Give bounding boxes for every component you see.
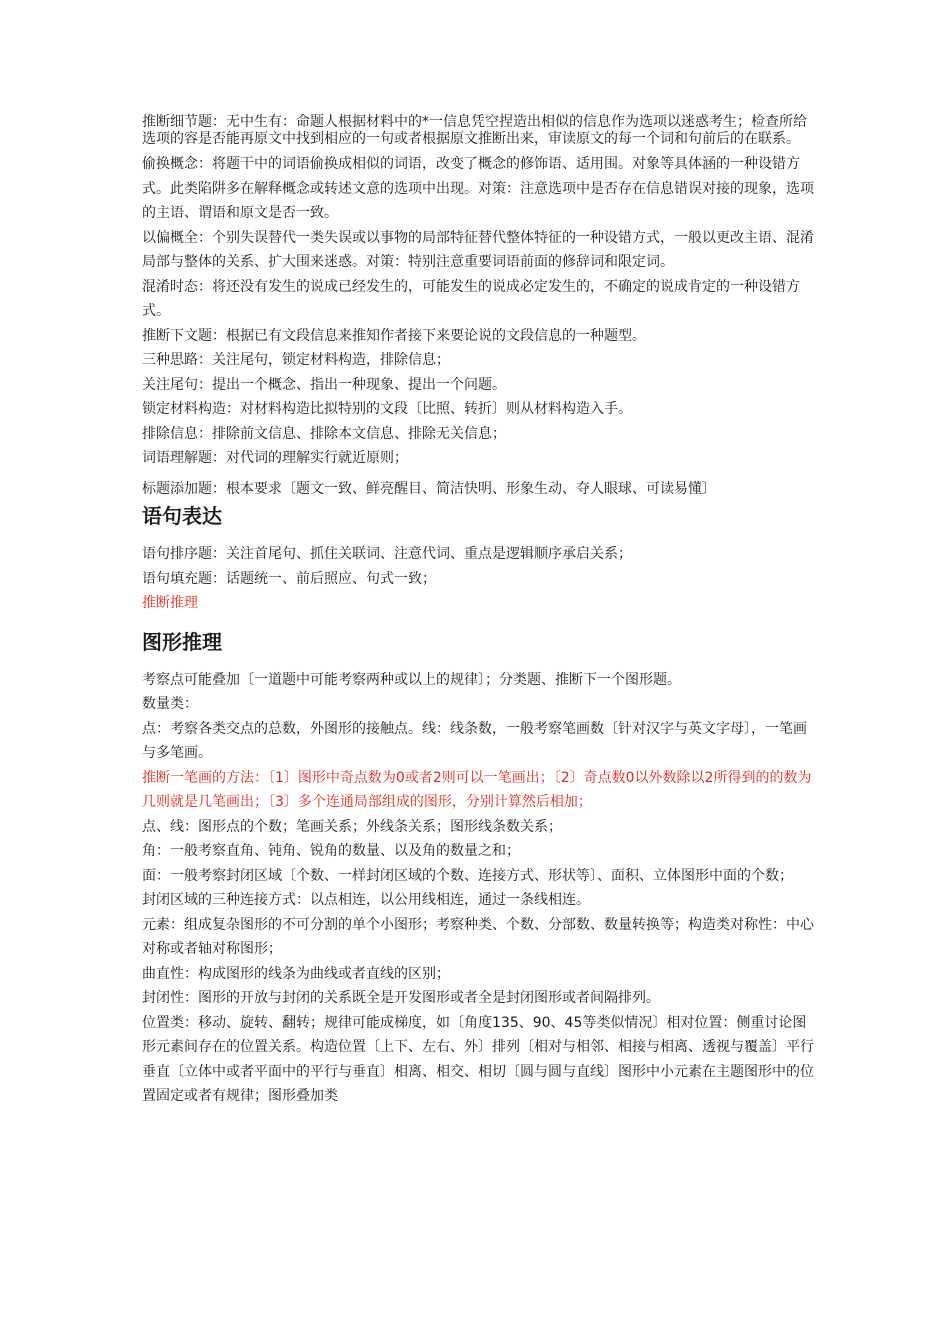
paragraph-concept-swap: 偷换概念：将题干中的词语偷换成相似的词语，改变了概念的修饰语、适用围。对象等具体涵的一种设错方式。此类陷阱多在解释概念或转述文意的选项中出现。对策：注意选项中是否存在信息错误对接的现象，选项的主语、谓语和原文是否一致。 [142, 156, 814, 221]
paragraph-next-text-inference: 推断下文题：根据已有文段信息来推知作者接下来要论说的文段信息的一种题型。 [142, 327, 646, 344]
section-heading-figure-reasoning: 图形推理 [142, 629, 222, 654]
paragraph-point-line-count: 点、线：图形点的个数；笔画关系；外线条关系；图形线条数关系； [142, 818, 562, 835]
paragraph-tense-confusion: 混淆时态：将还没有发生的说成已经发生的，可能发生的说成必定发生的，不确定的说成肯定的一种设错方式。 [142, 278, 800, 319]
paragraph-quantity-class: 数量类： [142, 696, 198, 712]
paragraph-angles: 角：一般考察直角、钝角、锐角的数量、以及角的数量之和； [142, 843, 520, 859]
paragraph-elements-symmetry: 元素：组成复杂图形的不可分割的单个小图形；考察种类、个数、分部数、数量转换等；构造类对称性：中心对称或者轴对称图形； [142, 916, 814, 957]
paragraph-detail-inference: 推断细节题：无中生有：命题人根据材料中的*一信息凭空捏造出相似的信息作为选项以迷惑考生；检查所给选项的容是否能再原文中找到相应的一句或者根据原文推断出来，审读原文的每一个词和句前后的在联系。 [142, 114, 807, 147]
paragraph-three-approaches: 三种思路：关注尾句，锁定材料构造，排除信息； [142, 352, 450, 368]
paragraph-exclude-info: 排除信息：排除前文信息、排除本文信息、排除无关信息； [142, 425, 506, 442]
paragraph-position-class: 位置类：移动、旋转、翻转；规律可能成梯度，如〔角度135、90、45等类似情况〕相对位置：侧重讨论图形元素间存在的位置关系。构造位置〔上下、左右、外〕排列〔相对与相邻、相接与相离、透视与覆盖〕平行垂直〔立体中或者平面中的平行与垂直〕相离、相交、相切〔圆与圆与直线〕图形中小元素在主题图形中的位置固定或者有规律；图形叠加类 [142, 1014, 814, 1104]
paragraph-one-stroke-method: 推断一笔画的方法：〔1〕图形中奇点数为0或者2则可以一笔画出；〔2〕奇点数0以外数除以2所得到的的数为几则就是几笔画出；〔3〕多个连通局部组成的图形，分别计算然后相加； [142, 769, 812, 810]
paragraph-curvature: 曲直性：构成图形的线条为曲线或者直线的区别； [142, 965, 450, 982]
paragraph-closed-region-connections: 封闭区域的三种连接方式：以点相连，以公用线相连，通过一条线相连。 [142, 892, 590, 908]
paragraph-sentence-ordering: 语句排序题：关注首尾句、抓住关联词、注意代词、重点是逻辑顺序承启关系； [142, 546, 632, 562]
paragraph-stacked-rules: 考察点可能叠加〔一道题中可能考察两种或以上的规律〕；分类题、推断下一个图形题。 [142, 671, 681, 688]
section-heading-sentence-expression: 语句表达 [142, 504, 222, 528]
paragraph-closure: 封闭性：图形的开放与封闭的关系既全是开发图形或者全是封闭图形或者间隔排列。 [142, 990, 660, 1006]
paragraph-focus-last-sentence: 关注尾句：提出一个概念、指出一种现象、提出一个问题。 [142, 376, 506, 393]
paragraph-points-lines: 点：考察各类交点的总数，外图形的接触点。线：线条数，一般考察笔画数〔针对汉字与英文字母〕，一笔画与多笔画。 [142, 720, 807, 761]
paragraph-faces: 面：一般考察封闭区域〔个数、一样封闭区域的个数、连接方式、形状等〕、面积、立体图形中面的个数； [142, 867, 793, 884]
paragraph-lock-structure: 锁定材料构造：对材料构造比拟特别的文段〔比照、转折〕则从材料构造入手。 [142, 401, 632, 417]
document-page [142, 114, 818, 1109]
paragraph-word-understanding: 词语理解题：对代词的理解实行就近原则； [142, 450, 408, 466]
red-label-inference-reasoning: 推断推理 [142, 595, 198, 611]
paragraph-sentence-filling: 语句填充题：话题统一、前后照应、句式一致； [142, 570, 436, 587]
paragraph-partial-generalization: 以偏概全：个别失误替代一类失误或以事物的局部特征替代整体特征的一种设错方式，一般以更改主语、混淆局部与整体的关系、扩大围来迷惑。对策：特别注意重要词语前面的修辞词和限定词。 [142, 229, 814, 270]
paragraph-title-adding: 标题添加题：根本要求〔题文一致、鲜亮醒目、简洁快明、形象生动、夺人眼球、可读易懂〕 [142, 480, 716, 497]
